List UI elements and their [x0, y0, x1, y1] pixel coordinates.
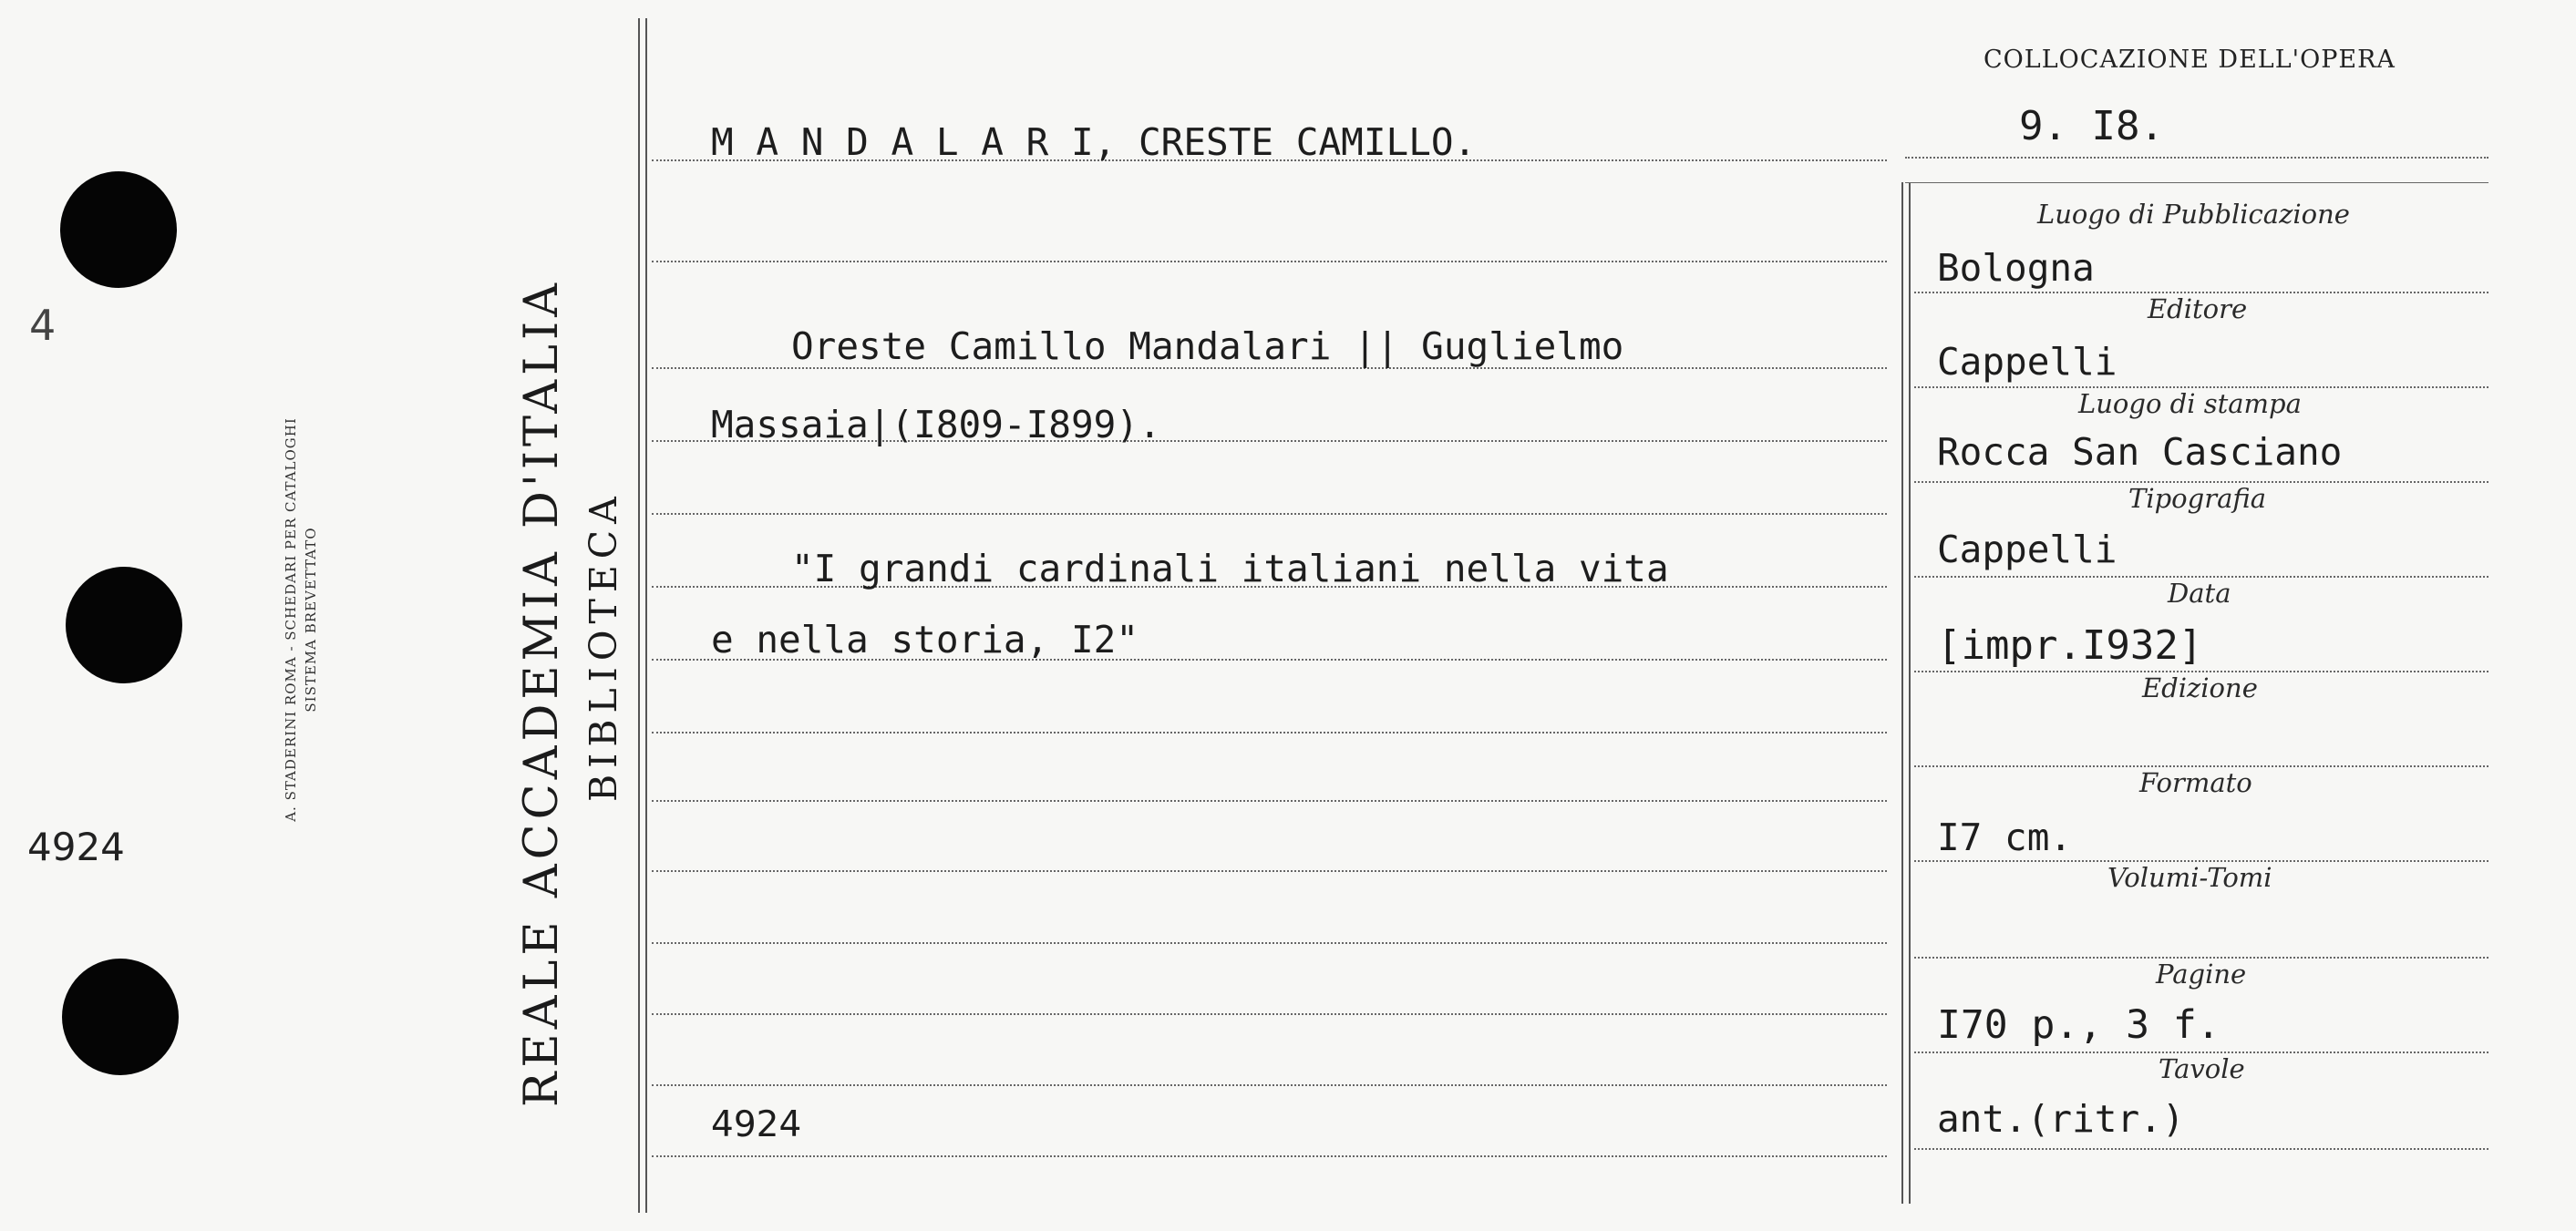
field-value-tipografia: Cappelli — [1937, 528, 2117, 571]
series-line-1: "I grandi cardinali italiani nella vita — [791, 547, 1669, 590]
collocazione-value: 9. I8. — [2019, 103, 2164, 149]
right-rule-2 — [1909, 182, 1911, 1204]
field-label-luogo-stampa: Luogo di stampa — [2078, 388, 2302, 419]
field-value-luogo-stampa: Rocca San Casciano — [1937, 430, 2343, 474]
field-value-data: [impr.I932] — [1937, 622, 2203, 669]
field-label-formato: Formato — [2139, 767, 2252, 798]
punch-hole-top — [60, 171, 177, 288]
field-label-editore: Editore — [2148, 293, 2248, 324]
left-rule-2 — [645, 18, 647, 1213]
pencil-mark: 4 — [29, 301, 57, 350]
inventory-number: 4924 — [711, 1104, 802, 1145]
series-line-2: e nella storia, I2" — [711, 618, 1139, 662]
punch-hole-bottom — [62, 959, 179, 1075]
main-line — [652, 800, 1887, 802]
field-value-editore: Cappelli — [1937, 340, 2117, 384]
field-value-pagine: I70 p., 3 f. — [1937, 1002, 2221, 1048]
main-line — [652, 261, 1887, 262]
right-rule-1 — [1901, 182, 1903, 1204]
field-label-tavole: Tavole — [2159, 1053, 2245, 1084]
institution-title: REALE ACCADEMIA D'ITALIA — [515, 279, 569, 1107]
imprint-line-2: SISTEMA BREVETTATO — [303, 527, 319, 713]
title-line-1: Oreste Camillo Mandalari || Guglielmo — [791, 324, 1624, 368]
field-line — [1914, 1148, 2488, 1150]
main-line — [652, 1084, 1887, 1086]
field-label-luogo-pubblicazione: Luogo di Pubblicazione — [2037, 199, 2350, 230]
field-label-pagine: Pagine — [2156, 959, 2247, 990]
imprint-line-1: A. STADERINI ROMA - SCHEDARI PER CATALOGHI — [283, 417, 299, 822]
author-heading: M A N D A L A R I, CRESTE CAMILLO. — [711, 120, 1477, 164]
field-label-volumi-tomi: Volumi-Tomi — [2107, 862, 2272, 893]
main-line — [652, 942, 1887, 944]
main-line — [652, 732, 1887, 733]
main-line — [652, 513, 1887, 515]
punch-hole-middle — [66, 567, 182, 683]
field-label-edizione: Edizione — [2142, 672, 2258, 703]
collocazione-heading: COLLOCAZIONE DELL'OPERA — [1984, 46, 2396, 74]
collocazione-line — [1905, 157, 2488, 159]
left-rule-1 — [638, 18, 640, 1213]
field-value-tavole: ant.(ritr.) — [1937, 1097, 2185, 1141]
main-line — [652, 1013, 1887, 1015]
institution-subtitle: BIBLIOTECA — [582, 490, 625, 802]
field-label-data: Data — [2168, 578, 2231, 609]
title-line-2: Massaia|(I809-I899). — [711, 403, 1161, 446]
printer-imprint — [281, 346, 321, 893]
field-value-formato: I7 cm. — [1937, 816, 2073, 859]
collocazione-line-2 — [1905, 182, 2488, 183]
field-label-tipografia: Tipografia — [2128, 483, 2266, 514]
main-line — [652, 870, 1887, 872]
main-line — [652, 1155, 1887, 1157]
field-value-luogo-pubblicazione: Bologna — [1937, 246, 2095, 290]
side-inventory-number: 4924 — [27, 825, 125, 869]
